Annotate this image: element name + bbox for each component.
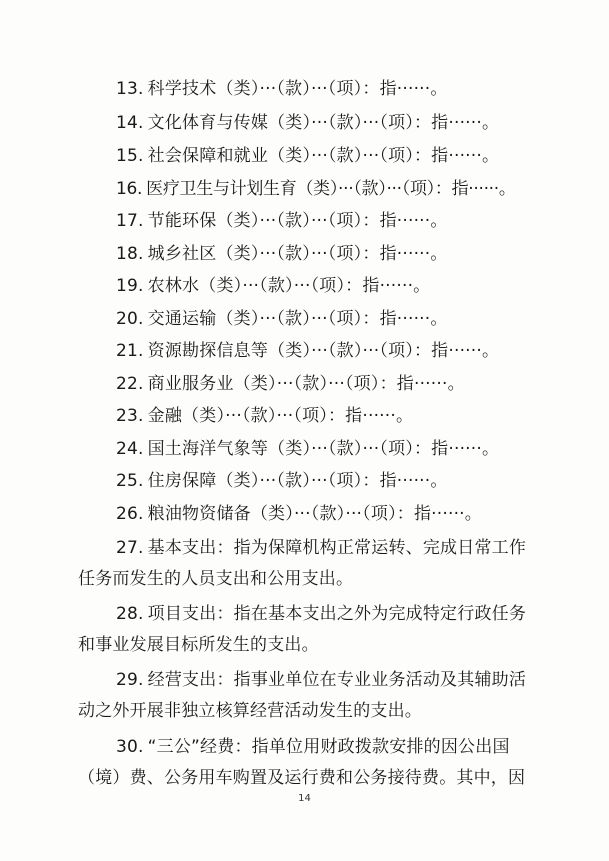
list-item: [116, 243, 448, 265]
list-item: [116, 78, 448, 100]
definition-term: “三公”经费：: [147, 737, 252, 757]
item-text: 资源勘探信息等（类）···（款）···（项）：指······。: [147, 341, 500, 361]
item-text: 交通运输（类）···（款）···（项）：指······。: [147, 309, 448, 329]
item-number: 23.: [116, 406, 144, 426]
definition-line-2: [78, 568, 353, 590]
definition-number: 30.: [116, 737, 144, 757]
item-text: 文化体育与传媒（类）···（款）···（项）：指······。: [147, 113, 500, 133]
item-text: 节能环保（类）···（款）···（项）：指······。: [147, 211, 448, 231]
item-text: 粮油物资储备（类）···（款）···（项）：指······。: [147, 504, 482, 524]
definition-number: 27.: [116, 538, 144, 558]
item-text: 城乡社区（类）···（款）···（项）：指······。: [147, 244, 448, 264]
definition-number: 28.: [116, 604, 144, 624]
list-item: [116, 275, 430, 297]
item-text: 医疗卫生与计划生育（类）···（款）···（项）：指······。: [146, 179, 516, 199]
item-number: 18.: [116, 244, 144, 264]
definition-number: 29.: [116, 670, 144, 690]
list-item: [116, 405, 413, 427]
item-text: 住房保障（类）···（款）···（项）：指······。: [147, 471, 448, 491]
definition-line-1: [116, 603, 526, 625]
item-number: 17.: [116, 211, 144, 231]
list-item: [116, 340, 499, 362]
list-item: [116, 112, 499, 134]
item-number: 21.: [116, 341, 144, 361]
list-item: [116, 145, 499, 167]
definition-text: 指在基本支出之外为完成特定行政任务: [233, 604, 527, 624]
item-number: 26.: [116, 504, 144, 524]
definition-line-2: [78, 700, 422, 722]
item-text: 商业服务业（类）···（款）···（项）：指······。: [147, 374, 465, 394]
item-number: 20.: [116, 309, 144, 329]
definition-text: 动之外开展非独立核算经营活动发生的支出。: [78, 701, 422, 721]
definition-term: 经营支出：: [147, 670, 234, 690]
list-item: [116, 178, 516, 200]
item-text: 社会保障和就业（类）···（款）···（项）：指······。: [147, 146, 500, 166]
page-number: 14: [298, 793, 311, 804]
item-number: 19.: [116, 276, 144, 296]
list-item: [116, 308, 448, 330]
definition-line-1: [116, 537, 526, 559]
definition-term: 项目支出：: [147, 604, 234, 624]
list-item: [116, 503, 482, 525]
definition-line-1: [116, 736, 510, 758]
definition-term: 基本支出：: [147, 538, 234, 558]
definition-text: 任务而发生的人员支出和公用支出。: [78, 569, 354, 589]
list-item: [116, 470, 448, 492]
item-text: 农林水（类）···（款）···（项）：指······。: [147, 276, 431, 296]
definition-line-2: [78, 634, 319, 656]
item-number: 25.: [116, 471, 144, 491]
item-text: 国土海洋气象等（类）···（款）···（项）：指······。: [147, 439, 500, 459]
list-item: [116, 438, 499, 460]
list-item: [116, 210, 448, 232]
item-number: 24.: [116, 439, 144, 459]
item-text: 科学技术（类）···（款）···（项）：指······。: [147, 79, 448, 99]
definition-line-2: [78, 767, 525, 789]
item-number: 22.: [116, 374, 144, 394]
definition-text: （境）费、公务用车购置及运行费和公务接待费。其中，因: [78, 768, 526, 788]
definition-text: 指事业单位在专业业务活动及其辅助活: [233, 670, 527, 690]
definition-text: 和事业发展目标所发生的支出。: [78, 635, 319, 655]
item-number: 14.: [116, 113, 144, 133]
definition-line-1: [116, 669, 526, 691]
item-number: 16.: [116, 179, 143, 199]
definition-text: 指为保障机构正常运转、完成日常工作: [233, 538, 527, 558]
item-text: 金融（类）···（款）···（项）：指······。: [147, 406, 414, 426]
definition-text: 指单位用财政拨款安排的因公出国: [251, 737, 510, 757]
list-item: [116, 373, 465, 395]
item-number: 15.: [116, 146, 144, 166]
item-number: 13.: [116, 79, 144, 99]
